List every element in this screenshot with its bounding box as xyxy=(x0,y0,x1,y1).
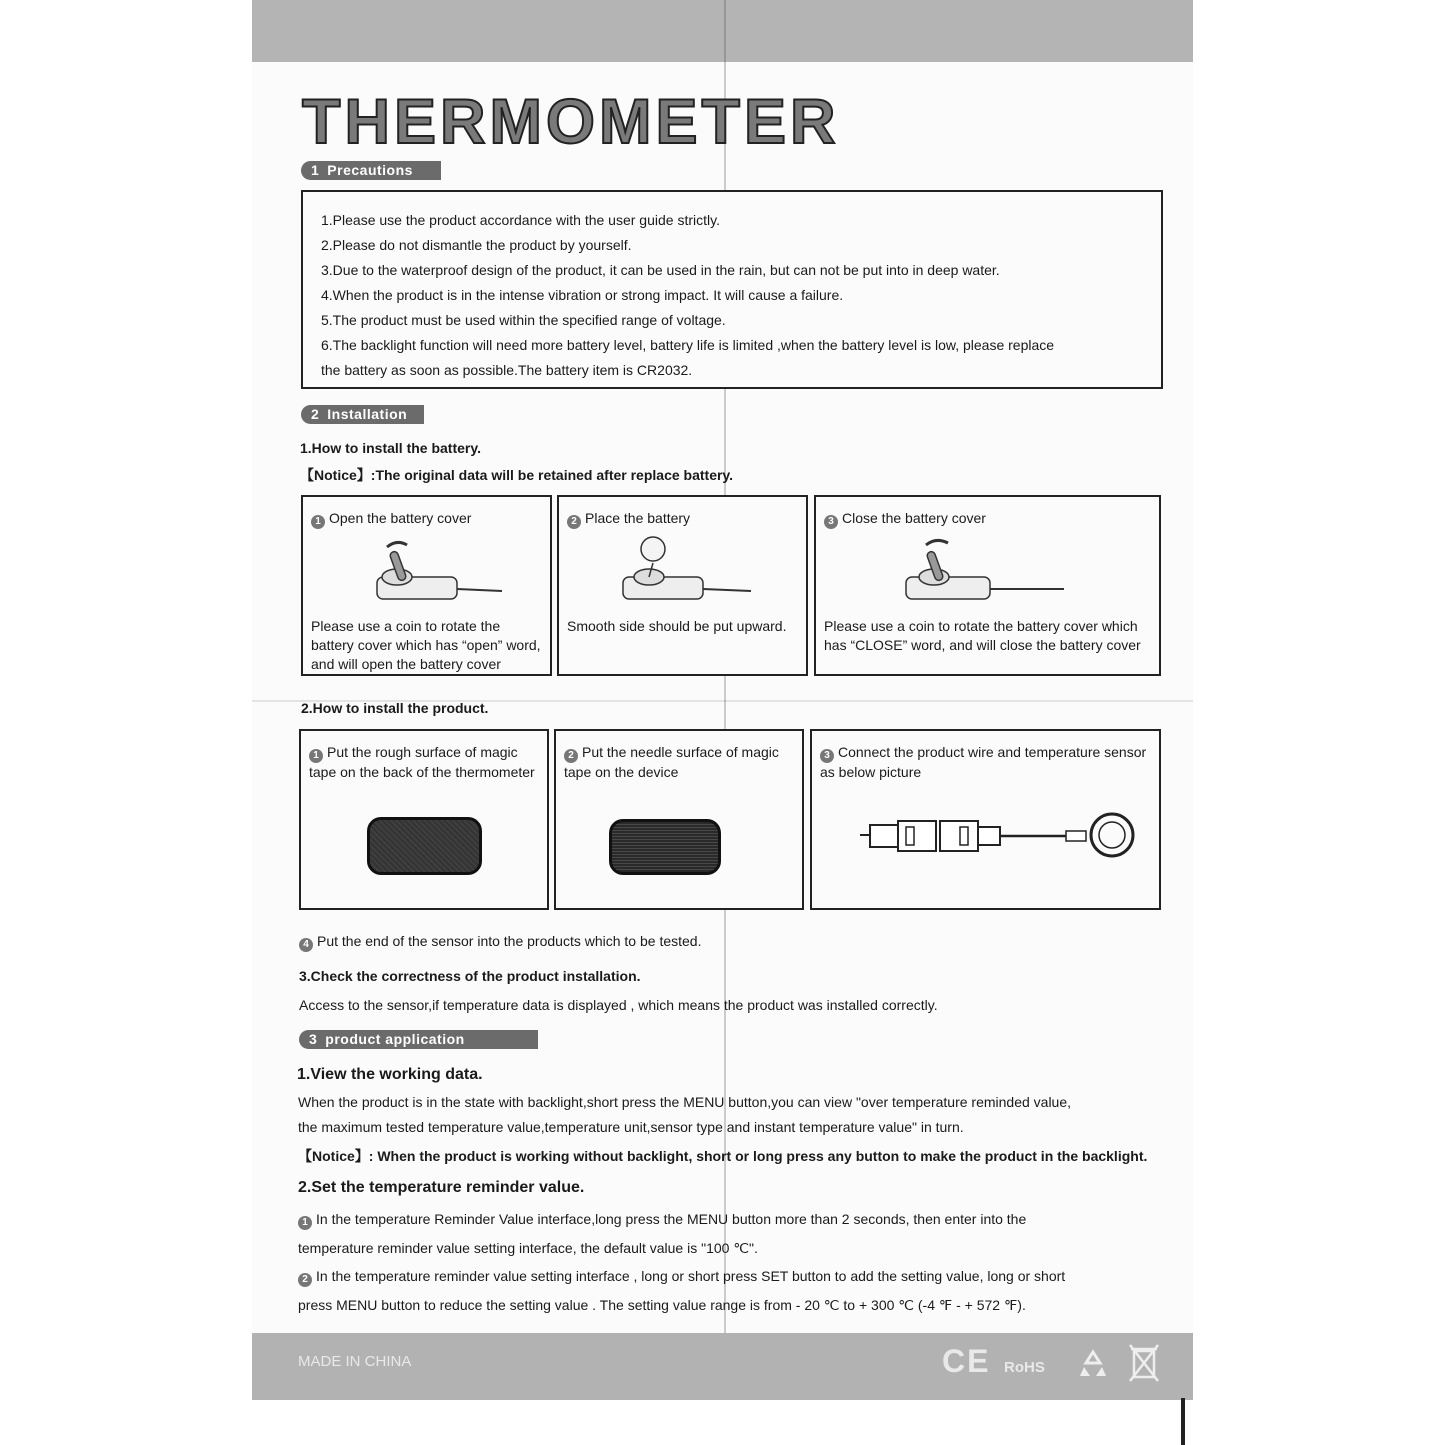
ce-mark-icon: CE xyxy=(942,1343,991,1379)
product-step-4: 4 Put the end of the sensor into the products which to be tested. xyxy=(299,933,701,952)
set-reminder-step-1a: 1 In the temperature Reminder Value interface,long press the MENU button more than 2 seconds, then enter into the xyxy=(298,1211,1026,1230)
view-data-text-1: When the product is in the state with backlight,short press the MENU button,you can view "over temperature reminded value, xyxy=(298,1094,1072,1110)
check-heading: 3.Check the correctness of the product installation. xyxy=(299,968,641,984)
battery-step-3-desc: Please use a coin to rotate the battery cover which has “CLOSE” word, and will close the battery cover xyxy=(824,618,1141,653)
precaution-item: the battery as soon as possible.The battery item is CR2032. xyxy=(321,362,693,378)
battery-step-1-title: 1 Open the battery cover xyxy=(311,509,471,529)
recycle-icon xyxy=(1078,1349,1108,1379)
page-title: THERMOMETER xyxy=(302,87,840,157)
view-data-text-2: the maximum tested temperature value,temperature unit,sensor type and instant temperature value" in turn. xyxy=(298,1119,964,1135)
view-data-heading: 1.View the working data. xyxy=(297,1066,483,1083)
step-number-icon: 3 xyxy=(820,749,834,763)
battery-step-3-title: 3 Close the battery cover xyxy=(824,509,986,529)
rohs-mark-icon: RoHS xyxy=(1004,1359,1045,1376)
step-number-icon: 4 xyxy=(299,938,313,952)
precautions-box xyxy=(301,190,1163,389)
install-product-heading: 2.How to install the product. xyxy=(301,700,489,716)
precaution-item: 3.Due to the waterproof design of the product, it can be used in the rain, but can not be put into in deep water. xyxy=(321,262,1000,278)
made-in-china-text: MADE IN CHINA xyxy=(298,1353,412,1370)
install-battery-heading: 1.How to install the battery. xyxy=(300,440,481,456)
section-label-precautions: 1 Precautions xyxy=(301,161,441,180)
battery-step-1-desc: Please use a coin to rotate the battery cover which has “open” word, and will open the battery cover xyxy=(311,618,541,672)
battery-step-2-box xyxy=(557,495,808,676)
precaution-item: 4.When the product is in the intense vibration or strong impact. It will cause a failure. xyxy=(321,287,844,303)
product-step-2-title: 2 Put the needle surface of magic tape on the device xyxy=(564,744,779,780)
close-battery-cover-illustration xyxy=(896,533,1076,608)
needle-magic-tape-image xyxy=(609,819,721,875)
product-step-1-box xyxy=(299,729,549,910)
step-number-icon: 1 xyxy=(309,749,323,763)
battery-step-2-desc: Smooth side should be put upward. xyxy=(567,618,787,634)
place-battery-illustration xyxy=(613,533,763,608)
precaution-item: 1.Please use the product accordance with the user guide strictly. xyxy=(321,212,720,228)
product-step-3-title: 3 Connect the product wire and temperature sensor as below picture xyxy=(820,744,1147,780)
precaution-item: 6.The backlight function will need more battery level, battery life is limited ,when the battery level is low, please replace xyxy=(321,337,1055,353)
view-data-notice: 【Notice】: When the product is working without backlight, short or long press any button to make the product in the backlight. xyxy=(298,1148,1148,1164)
section-label-application: 3 product application xyxy=(299,1030,538,1049)
weee-bin-icon xyxy=(1128,1341,1160,1385)
product-step-3-box xyxy=(810,729,1161,910)
step-number-icon: 3 xyxy=(824,515,838,529)
set-reminder-step-1b: temperature reminder value setting interface, the default value is "100 ℃". xyxy=(298,1240,758,1256)
top-gray-band xyxy=(252,0,1193,62)
edge-mark xyxy=(1181,1398,1185,1445)
set-reminder-heading: 2.Set the temperature reminder value. xyxy=(298,1179,585,1196)
battery-step-2-title: 2 Place the battery xyxy=(567,509,690,529)
section-label-installation: 2 Installation xyxy=(301,405,424,424)
product-step-2-box xyxy=(554,729,804,910)
step-number-icon: 1 xyxy=(298,1216,312,1230)
rough-magic-tape-image xyxy=(367,817,482,875)
precaution-item: 2.Please do not dismantle the product by yourself. xyxy=(321,237,632,253)
check-text: Access to the sensor,if temperature data is displayed , which means the product was installed correctly. xyxy=(299,997,938,1013)
battery-step-3-box xyxy=(814,495,1161,676)
step-number-icon: 2 xyxy=(567,515,581,529)
open-battery-cover-illustration xyxy=(357,533,507,608)
sensor-connector-illustration xyxy=(856,811,1146,871)
install-battery-notice: 【Notice】:The original data will be retained after replace battery. xyxy=(300,467,734,483)
set-reminder-step-2a: 2 In the temperature reminder value setting interface , long or short press SET button to add the setting value, long or short xyxy=(298,1268,1065,1287)
step-number-icon: 1 xyxy=(311,515,325,529)
battery-step-1-box xyxy=(301,495,552,676)
product-step-1-title: 1 Put the rough surface of magic tape on the back of the thermometer xyxy=(309,744,535,780)
precautions-list xyxy=(321,208,1145,383)
set-reminder-step-2b: press MENU button to reduce the setting value . The setting value range is from - 20 ℃ to + 300 ℃ (-4 ℉ - + 572 ℉). xyxy=(298,1297,1026,1313)
step-number-icon: 2 xyxy=(298,1273,312,1287)
manual-sheet xyxy=(252,0,1193,1400)
precaution-item: 5.The product must be used within the specified range of voltage. xyxy=(321,312,726,328)
step-number-icon: 2 xyxy=(564,749,578,763)
footer-band xyxy=(252,1333,1193,1400)
